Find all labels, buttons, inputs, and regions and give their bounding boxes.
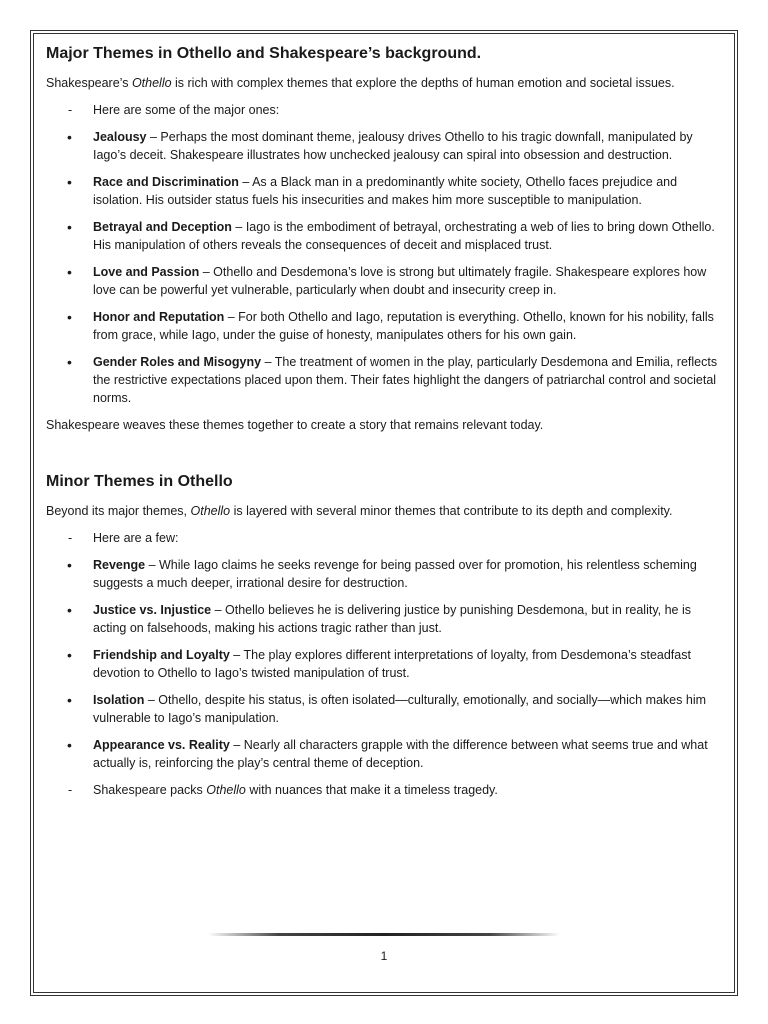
- footer-divider: [208, 933, 560, 936]
- page-number: 1: [380, 949, 388, 963]
- list-item: • Jealousy – Perhaps the most dominant theme, jealousy drives Othello to his tragic downfall, manipulated by Iago’s deceit. Shakespeare illustrates how unchecked jealousy can spiral into obsession and destruction.: [46, 128, 726, 164]
- major-intro: Shakespeare’s Othello is rich with complex themes that explore the depths of human emotion and societal issues.: [46, 76, 675, 90]
- list-item: • Revenge – While Iago claims he seeks revenge for being passed over for promotion, his relentless scheming suggests a much deeper, irrational desire for destruction.: [46, 556, 726, 592]
- minor-intro: Beyond its major themes, Othello is layered with several minor themes that contribute to its depth and complexity.: [46, 504, 673, 518]
- list-item: • Isolation – Othello, despite his status, is often isolated—culturally, emotionally, and socially—which makes him vulnerable to Iago’s manipulation.: [46, 691, 726, 727]
- major-lead: - Here are some of the major ones:: [46, 101, 726, 119]
- minor-closing: - Shakespeare packs Othello with nuances that make it a timeless tragedy.: [46, 781, 726, 799]
- list-item: • Appearance vs. Reality – Nearly all characters grapple with the difference between what seems true and what actually is, reinforcing the play’s central theme of deception.: [46, 736, 726, 772]
- minor-lead: - Here are a few:: [46, 529, 726, 547]
- list-item: • Justice vs. Injustice – Othello believes he is delivering justice by punishing Desdemona, but in reality, he is acting on falsehoods, making his actions tragic rather than just.: [46, 601, 726, 637]
- list-item: • Gender Roles and Misogyny – The treatment of women in the play, particularly Desdemona and Emilia, reflects the restrictive expectations placed upon them. Their fates highlight the dangers of patriarchal control and societal norms.: [46, 353, 726, 407]
- document-body: [46, 44, 726, 799]
- list-item: • Friendship and Loyalty – The play explores different interpretations of loyalty, from Desdemona’s steadfast devotion to Othello to Iago’s twisted manipulation of trust.: [46, 646, 726, 682]
- list-item: • Betrayal and Deception – Iago is the embodiment of betrayal, orchestrating a web of lies to bring down Othello. His manipulation of others reveals the consequences of deceit and misplaced trust.: [46, 218, 726, 254]
- list-item: • Honor and Reputation – For both Othello and Iago, reputation is everything. Othello, known for his nobility, falls from grace, while Iago, under the guise of honesty, manipulates others for his own gain.: [46, 308, 726, 344]
- list-item: • Race and Discrimination – As a Black man in a predominantly white society, Othello faces prejudice and isolation. His outsider status fuels his insecurities and makes him more susceptible to manipulation.: [46, 173, 726, 209]
- major-themes-heading: Major Themes in Othello and Shakespeare’s background.: [46, 45, 482, 62]
- list-item: • Love and Passion – Othello and Desdemona’s love is strong but ultimately fragile. Shakespeare explores how love can be powerful yet vulnerable, particularly when doubt and insecurity creep in.: [46, 263, 726, 299]
- minor-themes-list: [46, 529, 726, 799]
- major-closing: Shakespeare weaves these themes together to create a story that remains relevant today.: [46, 418, 544, 432]
- minor-themes-heading: Minor Themes in Othello: [46, 473, 233, 490]
- major-themes-list: [46, 101, 726, 407]
